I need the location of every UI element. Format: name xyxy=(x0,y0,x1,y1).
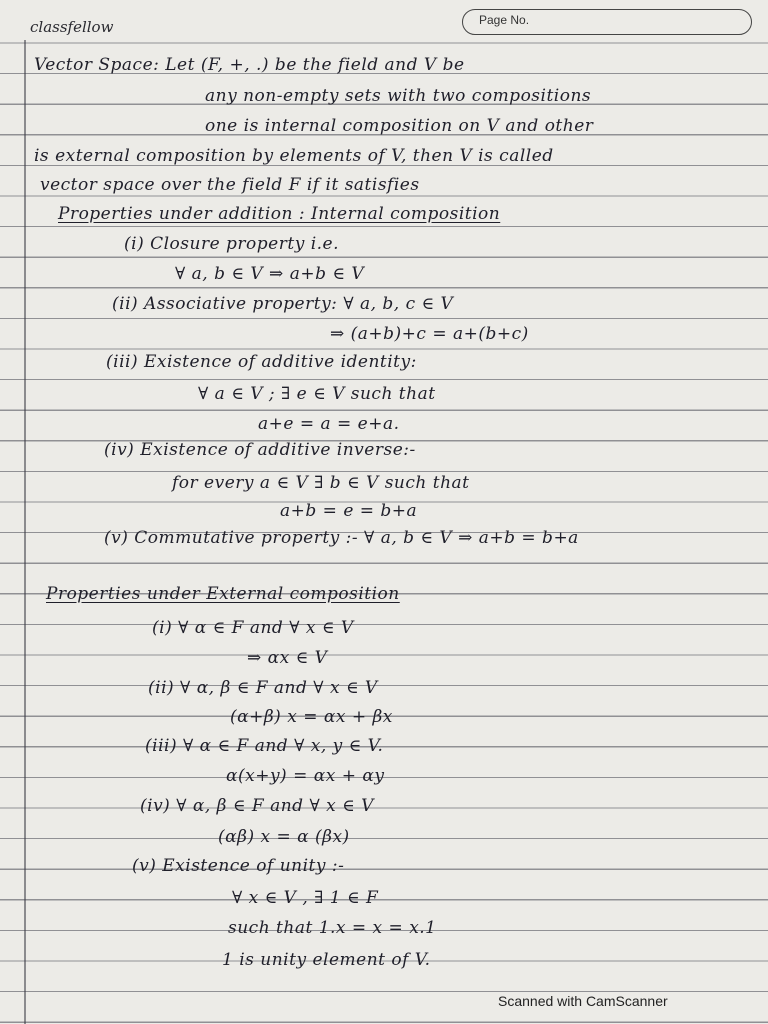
note-line: ∀ x ∈ V , ∃ 1 ∈ F xyxy=(232,888,379,908)
note-line: (iii) ∀ α ∈ F and ∀ x, y ∈ V. xyxy=(145,736,384,756)
scanner-watermark: Scanned with CamScanner xyxy=(498,993,668,1009)
note-line: (i) Closure property i.e. xyxy=(124,234,340,254)
note-line: ⇒ (a+b)+c = a+(b+c) xyxy=(330,324,529,344)
section-heading-external: Properties under External composition xyxy=(46,584,400,604)
page-number-label: Page No. xyxy=(479,13,530,27)
section-heading-addition: Properties under addition : Internal composition xyxy=(58,204,501,224)
note-line: (i) ∀ α ∈ F and ∀ x ∈ V xyxy=(152,618,354,638)
note-line: any non-empty sets with two compositions xyxy=(205,86,592,106)
note-line: (iii) Existence of additive identity: xyxy=(106,352,417,372)
note-line: for every a ∈ V ∃ b ∈ V such that xyxy=(172,473,470,493)
note-line: a+b = e = b+a xyxy=(280,501,418,521)
note-line: (iv) Existence of additive inverse:- xyxy=(104,440,416,460)
note-line: 1 is unity element of V. xyxy=(222,950,431,970)
brand-logo-text: classfellow xyxy=(30,18,114,36)
note-line: (αβ) x = α (βx) xyxy=(218,827,350,847)
note-line: ∀ a, b ∈ V ⇒ a+b ∈ V xyxy=(175,264,365,284)
margin-line xyxy=(24,40,26,1024)
note-line: (iv) ∀ α, β ∈ F and ∀ x ∈ V xyxy=(140,796,374,816)
note-line: α(x+y) = αx + αy xyxy=(226,766,385,786)
note-line: (ii) Associative property: ∀ a, b, c ∈ V xyxy=(112,294,454,314)
note-line: one is internal composition on V and other xyxy=(205,116,594,136)
note-line: a+e = a = e+a. xyxy=(258,414,400,434)
note-line: such that 1.x = x = x.1 xyxy=(228,918,437,938)
page-number-box xyxy=(462,9,752,35)
note-line: ⇒ αx ∈ V xyxy=(247,648,328,668)
note-line: is external composition by elements of V, then V is called xyxy=(34,146,554,166)
note-line: (α+β) x = αx + βx xyxy=(230,707,393,727)
note-line: ∀ a ∈ V ; ∃ e ∈ V such that xyxy=(198,384,436,404)
note-line: (ii) ∀ α, β ∈ F and ∀ x ∈ V xyxy=(148,678,378,698)
note-line: (v) Commutative property :- ∀ a, b ∈ V ⇒ a+b = b+a xyxy=(104,528,579,548)
note-line: Vector Space: Let (F, +, .) be the field and V be xyxy=(34,55,465,75)
note-line: (v) Existence of unity :- xyxy=(132,856,345,876)
note-line: vector space over the field F if it satisfies xyxy=(40,175,420,195)
